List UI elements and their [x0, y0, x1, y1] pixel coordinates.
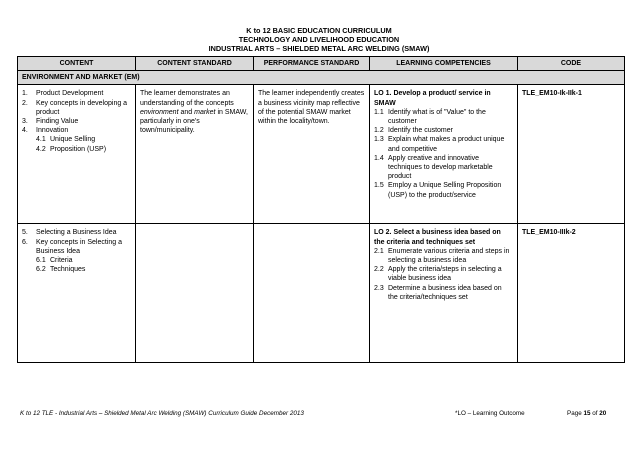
header-line-1: K to 12 BASIC EDUCATION CURRICULUM	[246, 26, 392, 35]
sub-list-item: 4.2 Proposition (USP)	[36, 145, 107, 153]
section-title: ENVIRONMENT AND MARKET (EM)	[18, 71, 625, 85]
list-item: 6. Key concepts in Selecting a Business Idea	[22, 238, 122, 255]
sub-list-item: 6.2 Techniques	[36, 266, 86, 274]
learning-outcome-title: LO 2. Select a business idea based on the criteria and techniques set	[374, 229, 501, 246]
competency-item: 2.2 Apply the criteria/steps in selecting a viable business idea	[374, 266, 502, 283]
competency-item: 1.5 Employ a Unique Selling Proposition (USP) to the product/service	[374, 182, 502, 199]
content-cell	[18, 224, 136, 363]
document-header	[0, 26, 638, 53]
header-line-2: TECHNOLOGY AND LIVELIHOOD EDUCATION	[238, 35, 400, 44]
column-header-code: CODE	[518, 57, 625, 71]
list-item: 2. Key concepts in developing a product	[22, 99, 128, 116]
code-cell: TLE_EM10-IIIk-2	[518, 224, 625, 363]
header-line-3: INDUSTRIAL ARTS – SHIELDED METAL ARC WELDING (SMAW)	[208, 44, 430, 53]
list-item: 1. Product Development	[22, 90, 104, 98]
performance-standard-cell: The learner independently creates a business vicinity map reflective of the potential SMAW market within the locality/town.	[254, 85, 370, 224]
curriculum-table	[17, 56, 625, 363]
column-header-learning-competencies: LEARNING COMPETENCIES	[370, 57, 518, 71]
learning-competencies-cell	[370, 85, 518, 224]
sub-list-item: 4.1 Unique Selling	[36, 136, 96, 144]
competency-item: 1.2 Identify the customer	[374, 127, 453, 135]
competency-item: 1.1 Identify what is of "Value" to the customer	[374, 108, 486, 126]
column-header-content: CONTENT	[18, 57, 136, 71]
table-row	[18, 224, 625, 363]
list-item: 3. Finding Value	[22, 118, 79, 126]
table-row	[18, 85, 625, 224]
competency-item: 1.4 Apply creative and innovative techniques to develop marketable product	[374, 154, 493, 181]
performance-standard-cell	[254, 224, 370, 363]
learning-outcome-title: LO 1. Develop a product/ service in SMAW	[374, 90, 491, 107]
competency-item: 2.1 Enumerate various criteria and steps in selecting a business idea	[374, 247, 510, 265]
column-header-performance-standard: PERFORMANCE STANDARD	[254, 57, 370, 71]
footer-lo-note: *LO – Learning Outcome	[455, 410, 525, 417]
content-standard-cell: The learner demonstrates an understanding of the concepts environment and market in SMAW, particularly in one's town/municipality.	[136, 85, 254, 224]
footer-page-number: Page 15 of 20	[567, 410, 607, 417]
competency-item: 1.3 Explain what makes a product unique and competitive	[374, 136, 505, 153]
sub-list-item: 6.1 Criteria	[36, 257, 73, 265]
footer-document-title: K to 12 TLE - Industrial Arts – Shielded Metal Arc Welding (SMAW) Curriculum Guide December 2013	[20, 410, 304, 417]
competency-item: 2.3 Determine a business idea based on the criteria/techniques set	[374, 284, 502, 301]
table-header-row	[18, 57, 625, 71]
column-header-content-standard: CONTENT STANDARD	[136, 57, 254, 71]
content-standard-cell	[136, 224, 254, 363]
code-cell: TLE_EM10-Ik-IIk-1	[518, 85, 625, 224]
list-item: 4. Innovation	[22, 127, 69, 135]
learning-competencies-cell	[370, 224, 518, 363]
list-item: 5. Selecting a Business Idea	[22, 229, 117, 237]
content-cell	[18, 85, 136, 224]
section-row	[18, 71, 625, 85]
